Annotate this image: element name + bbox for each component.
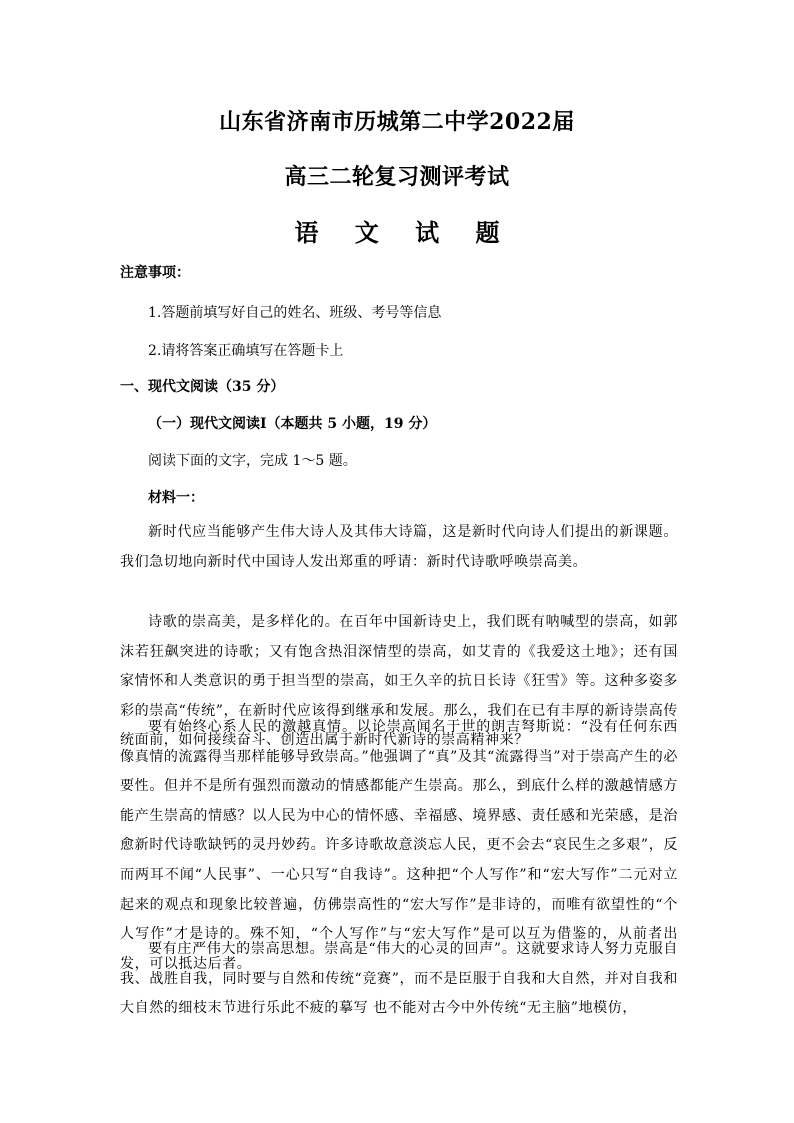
exam-title: 高三二轮复习测评考试 [284, 164, 510, 190]
paragraph-4: 要有庄严伟大的崇高思想。崇高是“伟大的心灵的回声”。这就要求诗人努力克服自我、战胜自我，同时要与自然和传统“竞赛”，而不是臣服于自我和大自然，并对自我和大自然的细枝末节进行乐此不疲的摹写 也不能对古今中外传统“无主脑”地模仿， [120, 941, 678, 1017]
reading-instruction: 阅读下面的文字，完成 1～5 题。 [148, 453, 357, 469]
school-title: 山东省济南市历城第二中学2022届 [219, 109, 575, 135]
notice-item-1: 1.答题前填写好自己的姓名、班级、考号等信息 [148, 305, 442, 321]
paragraph-2: 诗歌的崇高美，是多样化的。在百年中国新诗史上，我们既有呐喊型的崇高，如郭沫若狂飙突进的诗歌；又有饱含热泪深情型的崇高，如艾青的《我爱这土地》；还有国家情怀和人类意识的勇于担当型的崇高，如王久辛的抗日长诗《狂雪》等。这种多姿多彩的崇高“传统”，在新时代应该得到继承和发展。那么，我们在已有丰厚的新诗崇高传统面前，如何接续奋斗、创造出属于新时代新诗的崇高精神来？ [120, 614, 678, 749]
paragraph-1: 新时代应当能够产生伟大诗人及其伟大诗篇，这是新时代向诗人们提出的新课题。我们急切地向新时代中国诗人发出郑重的呼请：新时代诗歌呼唤崇高美。 [120, 524, 678, 570]
paragraph-3: 要有始终心系人民的激越真情。以论崇高闻名于世的朗吉弩斯说：“没有任何东西像真情的流露得当那样能够导致崇高。”他强调了“真”及其“流露得当”对于崇高产生的必要性。但并不是所有强烈而激动的情感都能产生崇高。那么，到底什么样的激越情感方能产生崇高的情感？以人民为中心的情怀感、幸福感、境界感、责任感和光荣感，是治愈新时代诗歌缺钙的灵丹妙药。许多诗歌故意淡忘人民，更不会去“哀民生之多艰”，反而两耳不闻“人民事”、一心只写“自我诗”。这种把“个人写作”和“宏大写作”二元对立起来的观点和现象比较普遍，仿佛崇高性的“宏大写作”是非诗的，而唯有欲望性的“个人写作”才是诗的。殊不知，“个人写作”与“宏大写作”是可以互为借鉴的，从前者出发，可以抵达后者。 [120, 719, 678, 972]
material-label: 材料一： [148, 490, 204, 506]
notice-heading: 注意事项： [120, 265, 190, 281]
notice-item-2: 2.请将答案正确填写在答题卡上 [148, 343, 344, 359]
section-heading: 一、现代文阅读（35 分） [120, 379, 285, 395]
subsection-heading: （一）现代文阅读Ⅰ（本题共 5 小题，19 分） [148, 416, 437, 432]
subject-title: 语 文 试 题 [294, 218, 514, 247]
